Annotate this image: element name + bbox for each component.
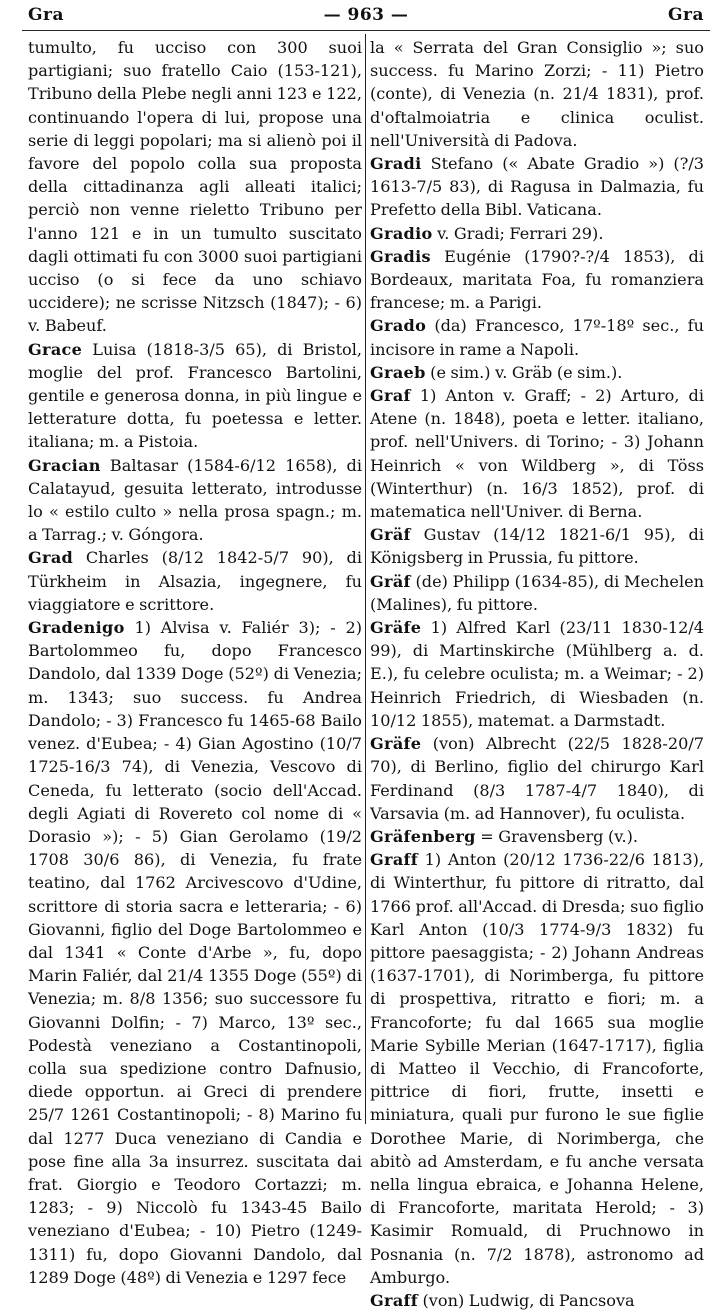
dictionary-entry — [28, 546, 362, 616]
entry-headword: Gräf — [370, 525, 411, 545]
entry-headword: Gräfe — [370, 734, 422, 754]
entry-text: la « Serrata del Gran Consiglio »; suo success. fu Marino Zorzi; - 11) Pietro (conte), di Venezia (n. 21/4 1831), prof. d'oftalmoiatria e clinica oculist. nell'Università di Padova. — [370, 38, 704, 150]
dictionary-entry — [370, 825, 704, 848]
entry-text: 1) Anton (20/12 1736-22/6 1813), di Winterthur, fu pittore di ritratto, dal 1766 prof. all'Accad. di Dresda; suo figlio Karl Anton (10/3 1774-9/3 1832) fu pittore paesaggista; - 2) Johann Andreas (1637-1701), di Norimberga, fu pittore di prospettiva, ritratto e fiori; m. a Francoforte; fu dal 1665 sua moglie Marie Sybille Merian (1647-1717), figlia di Matteo il Vecchio, di Francoforte, pittrice di fiori, frutte, insetti e miniatura, quali pur furono le sue figlie Dorothee Marie, di Norimberga, che abitò ad Amsterdam, e fu anche versata nella lingua ebraica, e Johanna Helene, di Francoforte, maritata Herold; - 3) Kasimir Romuald, di Pruchnowo in Posnania (n. 7/2 1878), astronomo ad Amburgo. — [370, 850, 704, 1287]
dictionary-entry — [28, 454, 362, 547]
entry-text: tumulto, fu ucciso con 300 suoi partigiani; suo fratello Caio (153-121), Tribuno della Plebe negli anni 123 e 122, continuando l'opera di lui, propose una serie di leggi popolari; ma si alienò poi il favore del popolo colla sua proposta della cittadinanza agli alleati italici; perciò non venne rieletto Tribuno per l'anno 121 e in un tumulto suscitato dagli ottimati fu con 3000 suoi partigiani ucciso (o si fece da uno schiavo uccidere); ne scrisse Nitzsch (1847); - 6) v. Babeuf. — [28, 38, 362, 336]
entry-text: Gustav (14/12 1821-6/1 95), di Königsberg in Prussia, fu pittore. — [370, 525, 704, 568]
entry-text: (von) Albrecht (22/5 1828-20/7 70), di Berlino, figlio del chirurgo Karl Ferdinand (8/3 1787-4/7 1840), di Varsavia (m. ad Hannover), fu oculista. — [370, 734, 704, 823]
entry-text: (von) Ludwig, di Pancsova — [418, 1290, 635, 1310]
page-header — [28, 3, 704, 29]
entry-text: = Gravensberg (v.). — [475, 826, 638, 846]
running-head-left: Gra — [28, 5, 64, 25]
entry-headword: Gräfe — [370, 618, 422, 638]
running-head-right: Gra — [668, 5, 704, 25]
entry-text: (de) Philipp (1634-85), di Mechelen (Malines), fu pittore. — [370, 571, 704, 614]
dictionary-entry — [370, 36, 704, 152]
entry-text: Stefano (« Abate Gradio ») (?/3 1613-7/5 83), di Ragusa in Dalmazia, fu Prefetto della Bibl. Vaticana. — [370, 154, 704, 220]
dictionary-entry — [370, 152, 704, 222]
dictionary-entry — [28, 36, 362, 338]
dictionary-entry — [370, 222, 704, 245]
dictionary-entry — [28, 616, 362, 1289]
entry-headword: Gradenigo — [28, 618, 125, 638]
entry-text: Eugénie (1790?-?/4 1853), di Bordeaux, maritata Foa, fu romanziera francese; m. a Parigi. — [370, 246, 704, 313]
entry-headword: Graff — [370, 850, 418, 870]
dictionary-entry — [370, 384, 704, 523]
dictionary-entry — [370, 245, 704, 315]
entry-text: 1) Anton v. Graff; - 2) Arturo, di Atene (n. 1848), poeta e letter. italiano, prof. nell'Univers. di Torino; - 3) Johann Heinrich « von Wildberg », di Töss (Winterthur) (n. 16/3 1852), prof. di matematica nell'Univer. di Berna. — [370, 386, 704, 522]
entry-headword: Graf — [370, 386, 411, 406]
entry-text: (da) Francesco, 17º-18º sec., fu incisore in rame a Napoli. — [370, 316, 704, 359]
entry-headword: Grace — [28, 339, 83, 359]
entry-text: v. Gradi; Ferrari 29). — [432, 223, 604, 243]
entry-text: 1) Alvisa v. Faliér 3); - 2) Bartolommeo fu, dopo Francesco Dandolo, dal 1339 Doge (52º) di Venezia; m. 1343; suo success. fu Andrea Dandolo; - 3) Francesco fu 1465-68 Bailo venez. d'Eubea; - 4) Gian Agostino (10/7 1725-16/3 74), di Venezia, Vescovo di Ceneda, fu letterato (socio dell'Accad. degli Agiati di Rovereto col nome di « Dorasio »); - 5) Gian Gerolamo (19/2 1708 30/6 86), di Venezia, fu frate teatino, dal 1762 Arcivescovo d'Udine, scrittore di storia sacra e letteraria; - 6) Giovanni, figlio del Doge Bartolommeo e dal 1341 « Conte d'Arbe », fu, dopo Marin Faliér, dal 21/4 1355 Doge (55º) di Venezia; m. 8/8 1356; suo successore fu Giovanni Dolfin; - 7) Marco, 13º sec., Podestà veneziano a Costantinopoli, colla sua spedizione contro Dafnusio, diede opportun. ai Greci di prendere 25/7 1261 Costantinopoli; - 8) Marino fu dal 1277 Duca veneziano di Candia e pose fine alla 3a insurrez. suscitata dai frat. Giorgio e Teodoro Cortazzi; m. 1283; - 9) Niccolò fu 1343-45 Bailo veneziano d'Eubea; - 10) Pietro (1249-1311) fu, dopo Giovanni Dandolo, dal 1289 Doge (48º) di Venezia e 1297 fece — [28, 618, 362, 1287]
dictionary-entry — [370, 848, 704, 1289]
entry-headword: Graeb — [370, 362, 426, 382]
dictionary-entry — [370, 314, 704, 360]
entry-headword: Gradis — [370, 246, 431, 266]
entry-text: (e sim.) v. Gräb (e sim.). — [425, 362, 623, 382]
entry-headword: Grado — [370, 316, 427, 336]
entry-text: 1) Alfred Karl (23/11 1830-12/4 99), di Martinskirche (Mühlberg a. d. E.), fu celebre oculista; m. a Weimar; - 2) Heinrich Friedrich, di Wiesbaden (n. 10/12 1855), matemat. a Darmstadt. — [370, 618, 704, 730]
entry-headword: Grad — [28, 548, 74, 568]
entry-headword: Graff — [370, 1290, 418, 1310]
entry-headword: Gräf — [370, 571, 411, 591]
dictionary-entry — [28, 338, 362, 454]
dictionary-entry — [370, 361, 704, 384]
entry-headword: Gradio — [370, 223, 433, 243]
entry-headword: Gracian — [28, 455, 101, 475]
dictionary-entry — [370, 732, 704, 825]
entry-headword: Gräfenberg — [370, 826, 476, 846]
entry-text: Luisa (1818-3/5 65), di Bristol, moglie del prof. Francesco Bartolini, gentile e generosa donna, in più lingue e letterature dotta, fu poetessa e letter. italiana; m. a Pistoia. — [28, 339, 362, 452]
dictionary-entry — [370, 1289, 704, 1312]
column-divider — [365, 34, 366, 1124]
page-number: — 963 — — [323, 5, 409, 25]
header-rule — [22, 30, 710, 31]
left-column — [28, 36, 362, 1289]
entry-headword: Gradi — [370, 154, 422, 174]
dictionary-entry — [370, 523, 704, 569]
entry-text: Charles (8/12 1842-5/7 90), di Türkheim in Alsazia, ingegnere, fu viaggiatore e scrittore. — [28, 548, 362, 614]
entry-text: Baltasar (1584-6/12 1658), di Calatayud, gesuita letterato, introdusse lo « estilo culto » nella prosa spagn.; m. a Tarrag.; v. Góngora. — [28, 455, 362, 545]
dictionary-entry — [370, 616, 704, 732]
dictionary-entry — [370, 570, 704, 616]
right-column — [370, 36, 704, 1312]
